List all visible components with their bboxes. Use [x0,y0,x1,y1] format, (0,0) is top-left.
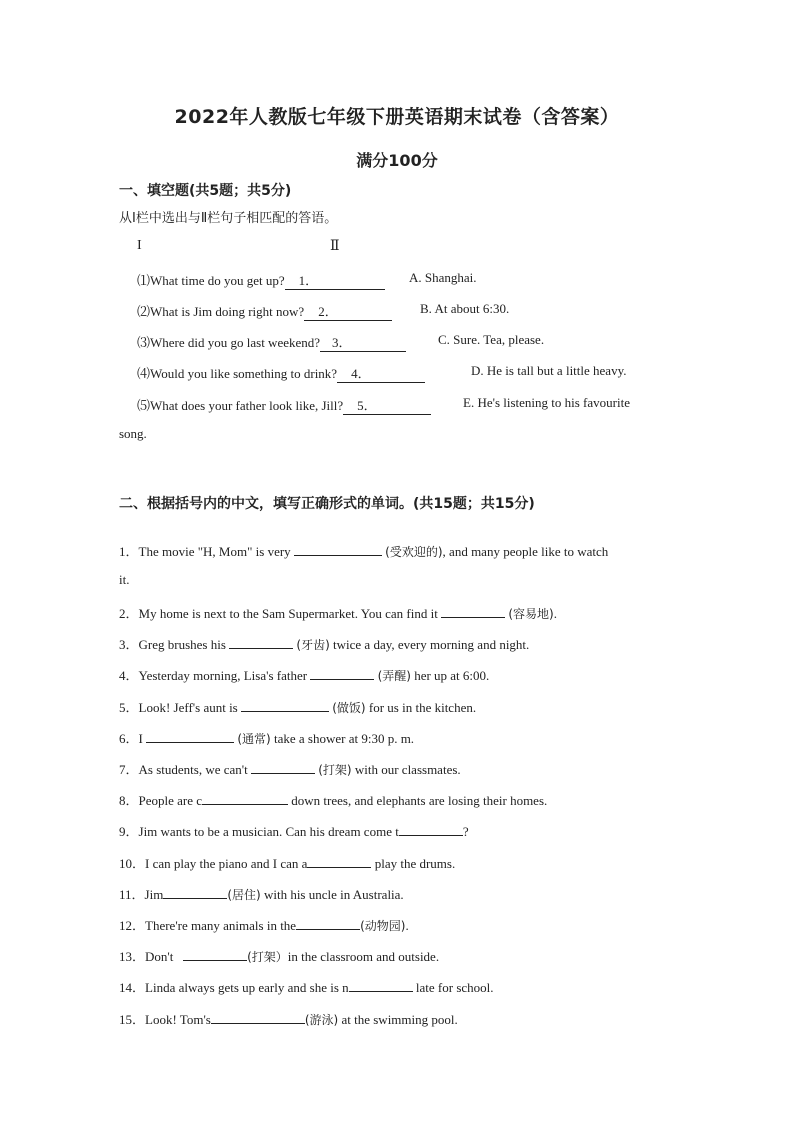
question-text: with our classmates. [351,762,461,777]
question-number: 5． [119,700,139,715]
question-item [119,1009,458,1028]
question-item [119,821,469,840]
question-text: There're many animals in the [145,918,297,933]
question-text: I can play the piano and I can a [145,856,308,871]
question-text: As students, we can't [138,762,251,777]
question-text: . [405,918,409,933]
question-text: Jim wants to be a musician. Can his dream come t [138,824,399,839]
section1-instruction: 从Ⅰ栏中选出与Ⅱ栏句子相匹配的答语。 [119,211,338,226]
chinese-hint: (动物园) [360,919,406,933]
chinese-hint: (做饭) [332,701,366,715]
question-text: People are c [138,793,203,808]
question-item [119,603,557,622]
column-II-label: Ⅱ [330,239,340,254]
chinese-hint: (容易地) [508,607,554,621]
answer-blank[interactable] [146,742,234,743]
matching-answer: A. Shanghai. [409,270,477,285]
page-subtitle: 满分100分 [356,151,438,170]
answer-blank[interactable] [241,711,329,712]
chinese-hint: (牙齿) [296,638,330,652]
question-item [119,728,414,747]
question-item [119,884,404,903]
wrapped-text: song. [119,426,147,441]
question-text: in the classroom and outside. [287,949,440,964]
answer-blank[interactable] [310,679,374,680]
question-item [119,759,461,778]
question-text: Yesterday morning, Lisa's father [138,668,311,683]
matching-question: ⑷Would you like something to drink? [137,366,338,381]
question-text: take a shower at 9:30 p. m. [270,731,415,746]
section1-heading: 一、填空题(共5题；共5分) [119,183,292,199]
question-text: for us in the kitchen. [365,700,477,715]
matching-row [137,270,477,290]
answer-blank[interactable] [251,773,315,774]
matching-row [137,301,510,321]
question-text: her up at 6:00. [410,668,490,683]
question-item [119,697,476,716]
answer-blank[interactable] [163,898,227,899]
answer-blank[interactable] [399,835,463,836]
question-text: Look! Jeff's aunt is [138,700,241,715]
matching-answer: E. He's listening to his favourite [463,395,630,410]
question-text: play the drums. [371,856,456,871]
question-item [119,946,439,965]
question-text: twice a day, every morning and night. [329,637,530,652]
question-number: 9． [119,824,139,839]
question-text: at the swimming pool. [338,1012,458,1027]
question-item [119,541,608,560]
matching-question: ⑶Where did you go last weekend? [137,335,321,350]
answer-blank[interactable] [211,1023,305,1024]
question-number: 12． [119,918,146,933]
blank-number: 1． [298,273,319,288]
question-number: 10． [119,856,146,871]
blank-number: 3． [332,335,352,350]
answer-blank[interactable] [441,617,505,618]
wrapped-text: it. [119,572,130,587]
question-number: 14． [119,980,146,995]
question-text: with his uncle in Australia. [260,887,404,902]
question-number: 1． [119,544,139,559]
question-item [119,790,547,809]
chinese-hint: (游泳) [304,1013,339,1027]
chinese-hint: (通常) [237,732,271,746]
question-number: 2． [119,606,139,621]
question-number: 4． [119,668,139,683]
matching-answer: D. He is tall but a little heavy. [471,363,627,378]
answer-blank[interactable] [296,929,360,930]
chinese-hint: (受欢迎的) [385,545,443,559]
question-number: 6． [119,731,139,746]
answer-blank[interactable] [229,648,293,649]
column-I-label: I [137,238,142,253]
question-text: I [138,731,147,746]
matching-question: ⑵What is Jim doing right now? [137,304,305,319]
answer-blank[interactable] [349,991,413,992]
matching-row [137,332,545,352]
answer-blank[interactable] [183,960,247,961]
question-item [119,977,494,996]
matching-question: ⑴What time do you get up? [137,273,285,288]
question-number: 3． [119,637,139,652]
blank-number: 5． [357,398,377,413]
section2-heading: 二、根据括号内的中文，填写正确形式的单词。(共15题；共15分) [119,496,535,512]
question-text: Linda always gets up early and she is n [145,980,349,995]
question-number: 8． [119,793,139,808]
question-text: The movie "H, Mom" is very [138,544,294,559]
matching-answer: C. Sure. Tea, please. [438,332,545,347]
matching-row [137,395,630,415]
answer-blank[interactable] [337,363,425,383]
answer-blank[interactable] [307,867,371,868]
matching-answer: B. At about 6:30. [420,301,510,316]
answer-blank[interactable] [285,270,385,290]
question-item [119,853,455,872]
answer-blank[interactable] [304,301,392,321]
question-text: ? [462,824,469,839]
question-text: down trees, and elephants are losing their homes. [288,793,548,808]
question-number: 13． [119,949,146,964]
question-item [119,665,489,684]
answer-blank[interactable] [343,395,431,415]
question-number: 7． [119,762,139,777]
chinese-hint: (打架) [318,763,352,777]
question-text: , and many people like to watch [442,544,609,559]
answer-blank[interactable] [320,332,406,352]
question-text: Don't [145,949,177,964]
answer-blank[interactable] [294,555,382,556]
question-text: Jim [144,887,164,902]
question-text: Greg brushes his [138,637,230,652]
answer-blank[interactable] [202,804,288,805]
chinese-hint: (打架） [247,950,288,964]
question-number: 15． [119,1012,146,1027]
chinese-hint: (弄醒) [377,669,411,683]
matching-question: ⑸What does your father look like, Jill? [137,398,344,413]
question-item [119,634,529,653]
page-title: 2022年人教版七年级下册英语期末试卷（含答案） [174,106,620,128]
blank-number: 2． [318,304,338,319]
blank-number: 4． [351,366,371,381]
question-number: 11． [119,887,145,902]
question-item [119,915,409,934]
question-text: late for school. [412,980,494,995]
question-text: Look! Tom's [145,1012,211,1027]
question-text: My home is next to the Sam Supermarket. You can find it [138,606,442,621]
chinese-hint: (居住) [227,888,261,902]
question-text: . [553,606,557,621]
matching-row [137,363,627,383]
